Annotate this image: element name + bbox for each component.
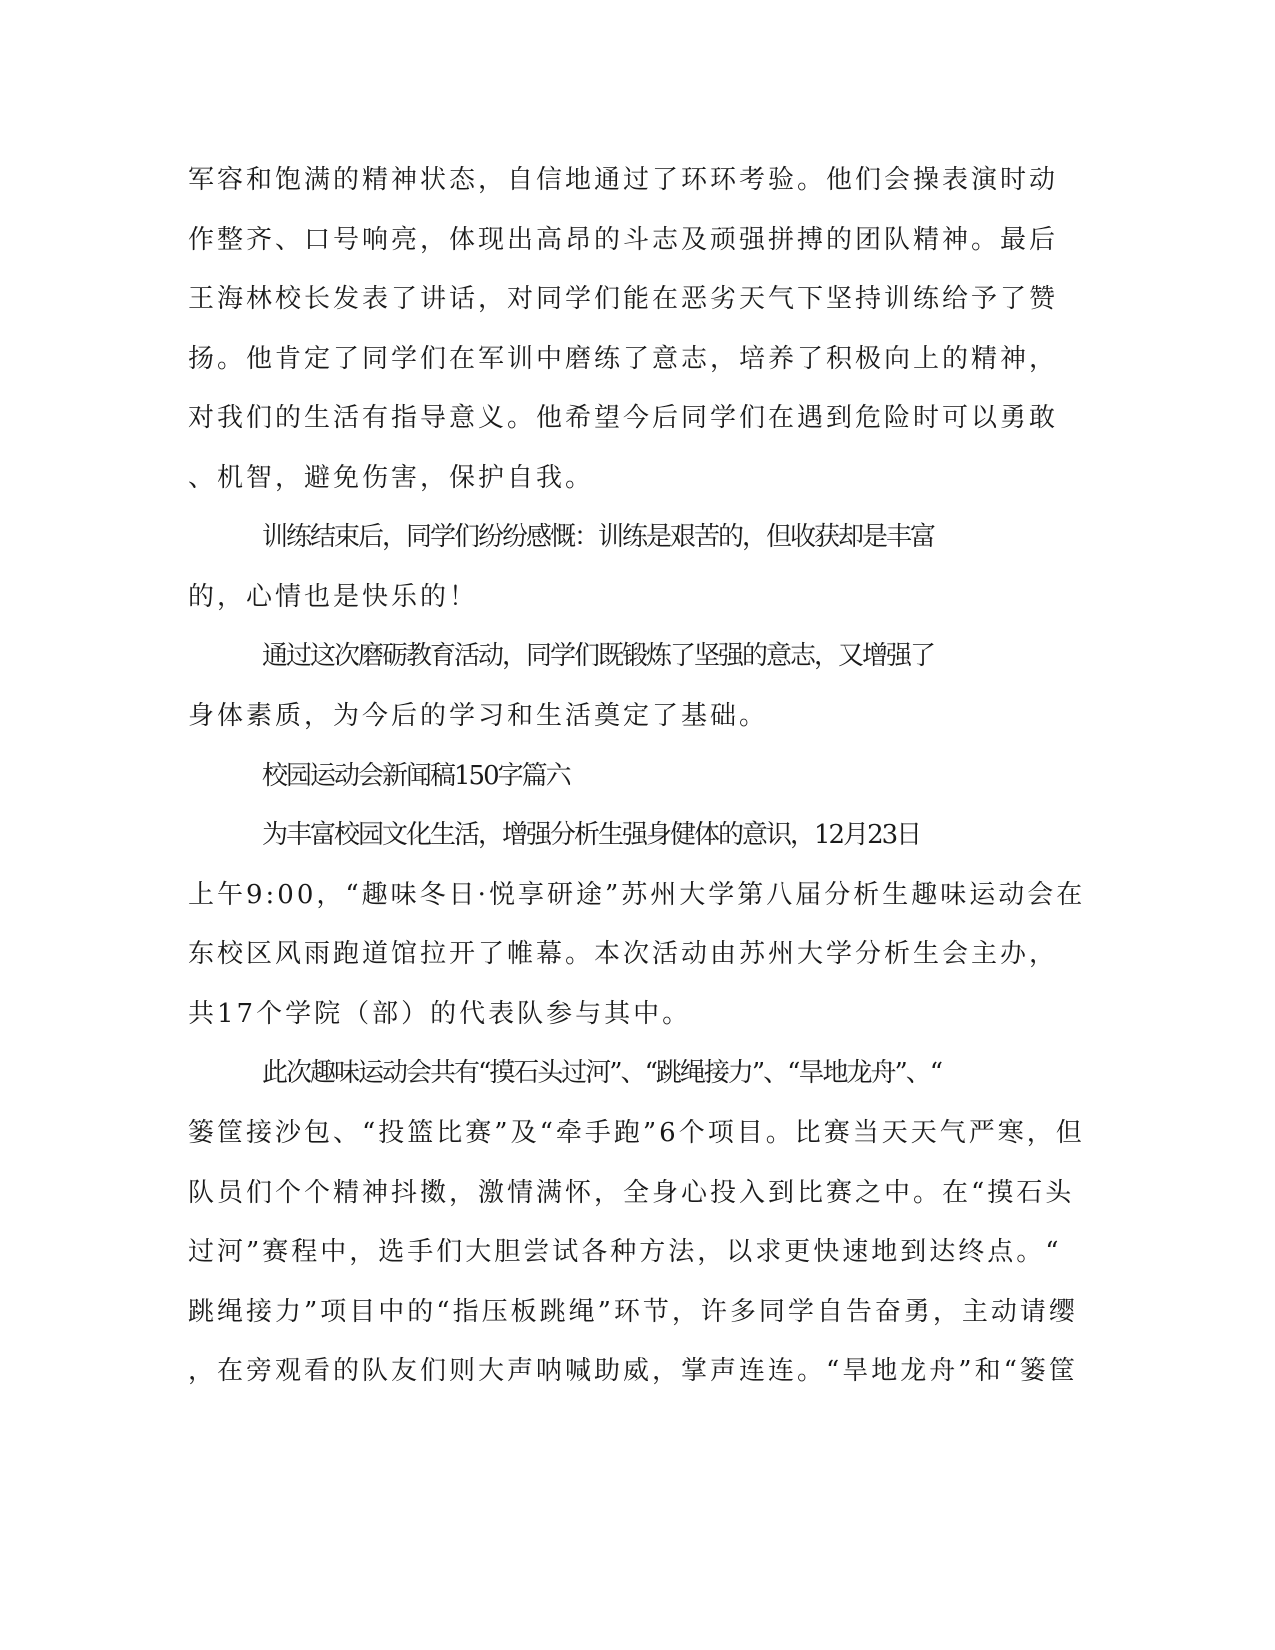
paragraph-first-line: 通过这次磨砺教育活动，同学们既锻炼了坚强的意志，又增强了 xyxy=(262,641,935,671)
paragraph-first-line: 为丰富校园文化生活，增强分析生强身健体的意识，12月23日 xyxy=(262,820,921,850)
text-line: 共17个学院（部）的代表队参与其中。 xyxy=(188,999,692,1029)
text-line: 上午9:00，“趣味冬日·悦享研途”苏州大学第八届分析生趣味运动会在 xyxy=(188,880,1086,910)
text-line: 篓筐接沙包、“投篮比赛”及“牵手跑”6个项目。比赛当天天气严寒，但 xyxy=(188,1118,1085,1148)
text-line: 军容和饱满的精神状态，自信地通过了环环考验。他们会操表演时动 xyxy=(188,165,1059,195)
text-line: ，在旁观看的队友们则大声呐喊助威，掌声连连。“旱地龙舟”和“篓筐 xyxy=(188,1356,1078,1386)
paragraph-first-line: 训练结束后，同学们纷纷感慨：训练是艰苦的，但收获却是丰富 xyxy=(262,522,935,552)
text-line: 的，心情也是快乐的！ xyxy=(188,582,479,612)
text-line: 过河”赛程中，选手们大胆尝试各种方法，以求更快速地到达终点。“ xyxy=(188,1237,1062,1267)
text-line: 身体素质，为今后的学习和生活奠定了基础。 xyxy=(188,701,769,731)
text-line: 王海林校长发表了讲话，对同学们能在恶劣天气下坚持训练给予了赞 xyxy=(188,284,1059,314)
text-line: 对我们的生活有指导意义。他希望今后同学们在遇到危险时可以勇敢 xyxy=(188,403,1059,433)
paragraph-first-line: 此次趣味运动会共有“摸石头过河”、“跳绳接力”、“旱地龙舟”、“ xyxy=(262,1058,942,1088)
text-line: 东校区风雨跑道馆拉开了帷幕。本次活动由苏州大学分析生会主办， xyxy=(188,939,1059,969)
text-line: 、机智，避免伤害，保护自我。 xyxy=(188,463,595,493)
text-line: 跳绳接力”项目中的“指压板跳绳”环节，许多同学自告奋勇，主动请缨 xyxy=(188,1297,1078,1327)
section-heading: 校园运动会新闻稿150字篇六 xyxy=(262,761,570,791)
text-line: 作整齐、口号响亮，体现出高昂的斗志及顽强拼搏的团队精神。最后 xyxy=(188,225,1059,255)
text-line: 队员们个个精神抖擞，激情满怀，全身心投入到比赛之中。在“摸石头 xyxy=(188,1178,1075,1208)
text-line: 扬。他肯定了同学们在军训中磨练了意志，培养了积极向上的精神， xyxy=(188,344,1059,374)
